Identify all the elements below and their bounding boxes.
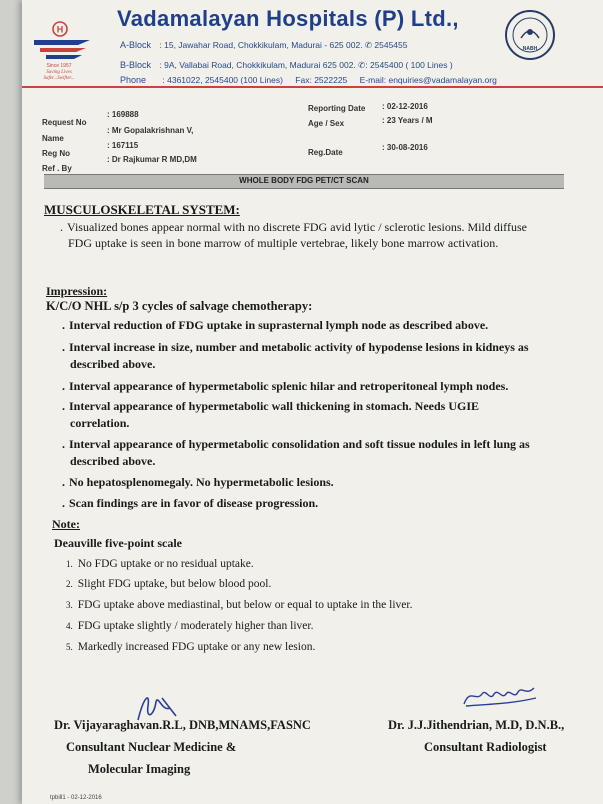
musculoskeletal-heading: MUSCULOSKELETAL SYSTEM: bbox=[44, 202, 240, 217]
b-block-label: B-Block bbox=[120, 60, 152, 70]
email-text: E-mail: enquiries@vadamalayan.org bbox=[359, 75, 497, 85]
header-divider bbox=[22, 86, 603, 88]
impression-bullet-4: . Interval appearance of hypermetabolic wall thickening in stomach. Needs UGIE bbox=[62, 399, 479, 413]
hospital-logo bbox=[30, 18, 105, 80]
ref-by-label: Ref . By bbox=[42, 164, 72, 173]
deauville-item-4: 4. FDG uptake slightly / moderately higher than liver. bbox=[66, 620, 314, 632]
impression-bullet-2: . Interval increase in size, number and metabolic activity of hypodense lesions in kidneys as bbox=[62, 340, 529, 354]
reg-date-label: Reg.Date bbox=[308, 148, 343, 157]
report-page bbox=[22, 0, 603, 804]
name-value: : Mr Gopalakrishnan V, bbox=[107, 126, 194, 135]
impression-bullet-2-cont: described above. bbox=[70, 357, 156, 371]
right-signature-icon bbox=[460, 684, 540, 710]
impression-bullet-3: . Interval appearance of hypermetabolic splenic hilar and retroperitoneal lymph nodes. bbox=[62, 379, 509, 393]
request-no-value: : 169888 bbox=[107, 110, 139, 119]
deauville-item-1: 1. No FDG uptake or no residual uptake. bbox=[66, 558, 254, 570]
a-block-address bbox=[120, 40, 408, 51]
phone-text: : 4361022, 2545400 (100 Lines) bbox=[162, 75, 283, 85]
scan-title-bar bbox=[44, 174, 564, 189]
left-signatory-name: Dr. Vijayaraghavan.R.L, DNB,MNAMS,FASNC bbox=[54, 718, 311, 732]
deauville-item-3: 3. FDG uptake above mediastinal, but below or equal to uptake in the liver. bbox=[66, 599, 413, 611]
request-no-label: Request No bbox=[42, 118, 87, 127]
reporting-date-label: Reporting Date bbox=[308, 104, 366, 113]
logo-tagline-1: Saving Lives bbox=[46, 70, 72, 75]
left-signatory-title-2: Molecular Imaging bbox=[88, 762, 191, 776]
impression-bullet-6: . No hepatosplenomegaly. No hypermetabolic lesions. bbox=[62, 475, 334, 489]
a-block-label: A-Block bbox=[120, 40, 152, 50]
reg-no-label: Reg No bbox=[42, 149, 70, 158]
age-sex-value: : 23 Years / M bbox=[382, 116, 433, 125]
deauville-item-5: 5. Markedly increased FDG uptake or any new lesion. bbox=[66, 641, 316, 653]
note-heading: Note: bbox=[52, 517, 80, 531]
right-signatory-name: Dr. J.J.Jithendrian, M.D, D.N.B., bbox=[388, 718, 565, 732]
reporting-date-value: : 02-12-2016 bbox=[382, 102, 428, 111]
name-label: Name bbox=[42, 134, 64, 143]
impression-bullet-5-cont: described above. bbox=[70, 454, 156, 468]
musculoskeletal-line-2: FDG uptake is seen in bone marrow of multiple vertebrae, likely bone marrow activation. bbox=[68, 236, 499, 250]
deauville-item-2: 2. Slight FDG uptake, but below blood pool. bbox=[66, 578, 272, 590]
musculoskeletal-line-1: . Visualized bones appear normal with no discrete FDG avid lytic / sclerotic lesions. Mild diffuse bbox=[60, 220, 527, 234]
ref-by-value: : Dr Rajkumar R MD,DM bbox=[107, 155, 197, 164]
b-block-text: : 9A, Vallabai Road, Chokkikulam, Madurai 625 002. ✆: 2545400 ( 100 Lines ) bbox=[159, 60, 453, 70]
seal-text: NABH bbox=[522, 46, 538, 52]
right-signatory-title: Consultant Radiologist bbox=[424, 740, 547, 754]
impression-bullet-7: . Scan findings are in favor of disease progression. bbox=[62, 496, 319, 510]
hospital-name: Vadamalayan Hospitals (P) Ltd., bbox=[117, 6, 459, 31]
impression-bullet-1: . Interval reduction of FDG uptake in suprasternal lymph node as described above. bbox=[62, 318, 489, 332]
impression-intro: K/C/O NHL s/p 3 cycles of salvage chemotherapy: bbox=[46, 299, 313, 313]
deauville-title: Deauville five-point scale bbox=[54, 536, 182, 550]
impression-heading: Impression: bbox=[46, 284, 108, 298]
left-signatory-title-1: Consultant Nuclear Medicine & bbox=[66, 740, 237, 754]
logo-since: Since 1957 bbox=[46, 63, 72, 69]
impression-bullet-5: . Interval appearance of hypermetabolic consolidation and soft tissue nodules in left lung as bbox=[62, 437, 530, 451]
logo-tagline-2: Safer...Swifter... bbox=[43, 76, 75, 80]
impression-bullet-4-cont: correlation. bbox=[70, 416, 130, 430]
reg-date-value: : 30-08-2016 bbox=[382, 143, 428, 152]
b-block-address bbox=[120, 60, 453, 71]
a-block-text: : 15, Jawahar Road, Chokkikulam, Madurai - 625 002. ✆ 2545455 bbox=[159, 40, 408, 50]
scan-title: WHOLE BODY FDG PET/CT SCAN bbox=[239, 176, 369, 185]
phone-line bbox=[120, 75, 497, 85]
fax-text: Fax: 2522225 bbox=[295, 75, 348, 85]
footer-print-info: tpbill1 - 02-12-2016 bbox=[50, 795, 102, 801]
accreditation-seal-icon bbox=[505, 10, 555, 60]
phone-label: Phone bbox=[120, 75, 147, 85]
reg-no-value: : 167115 bbox=[107, 141, 139, 150]
age-sex-label: Age / Sex bbox=[308, 119, 345, 128]
svg-text:H: H bbox=[56, 24, 64, 35]
